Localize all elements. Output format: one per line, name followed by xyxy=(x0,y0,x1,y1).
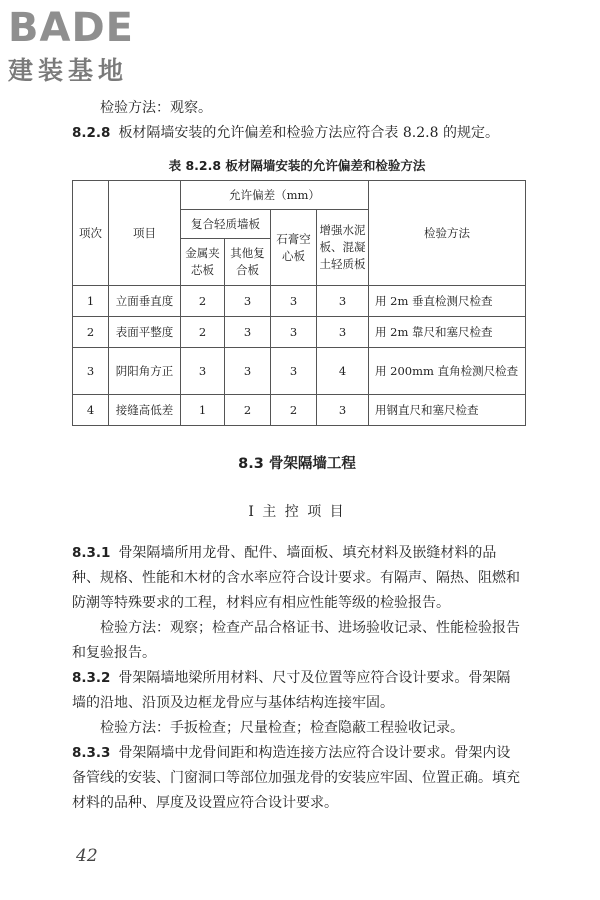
logo-subtitle: 建装基地 xyxy=(8,56,129,85)
logo-wordmark: BADE xyxy=(8,5,134,51)
table-header-row xyxy=(73,181,526,210)
page-content xyxy=(72,96,522,816)
table-caption: 表 8.2.8 板材隔墙安装的允许偏差和检验方法 xyxy=(168,158,426,173)
header-method: 检验方法 xyxy=(369,181,526,286)
cell-no: 4 xyxy=(73,395,109,426)
cell-gypsum: 3 xyxy=(271,286,317,317)
inspection-method-line: 检验方法：观察；检查产品合格证书、进场验收记录、性能检验报告和复验报告。 xyxy=(72,620,520,661)
header-metal: 金属夹芯板 xyxy=(181,239,225,286)
cell-other: 3 xyxy=(225,348,271,395)
cell-metal: 1 xyxy=(181,395,225,426)
cell-no: 2 xyxy=(73,317,109,348)
clause-8-3-2 xyxy=(72,666,522,716)
header-tolerance: 允许偏差（mm） xyxy=(181,181,369,210)
table-row xyxy=(73,286,526,317)
clause-number: 8.3.3 xyxy=(72,745,111,761)
header-other: 其他复合板 xyxy=(225,239,271,286)
cell-gypsum: 3 xyxy=(271,317,317,348)
cell-item: 接缝高低差 xyxy=(109,395,181,426)
cell-other: 3 xyxy=(225,286,271,317)
header-no: 项次 xyxy=(73,181,109,286)
cell-gypsum: 3 xyxy=(271,348,317,395)
cell-gypsum: 2 xyxy=(271,395,317,426)
table-row xyxy=(73,395,526,426)
cell-metal: 2 xyxy=(181,286,225,317)
cell-cement: 3 xyxy=(317,286,369,317)
inspection-method-line: 检验方法：手扳检查；尺量检查；检查隐蔽工程验收记录。 xyxy=(100,720,464,736)
cell-item: 表面平整度 xyxy=(109,317,181,348)
cell-cement: 4 xyxy=(317,348,369,395)
cell-cement: 3 xyxy=(317,395,369,426)
section-title: 8.3 骨架隔墙工程 xyxy=(238,456,356,472)
cell-method: 用 2m 垂直检测尺检查 xyxy=(369,286,526,317)
clause-number: 8.3.1 xyxy=(72,545,111,561)
cell-other: 3 xyxy=(225,317,271,348)
header-composite: 复合轻质墙板 xyxy=(181,210,271,239)
table-row xyxy=(73,348,526,395)
clause-text: 骨架隔墙中龙骨间距和构造连接方法应符合设计要求。骨架内设备管线的安装、门窗洞口等部位加强龙骨的安装应牢固、位置正确。填充材料的品种、厚度及设置应符合设计要求。 xyxy=(72,745,520,811)
logo xyxy=(8,6,178,96)
cell-item: 阴阳角方正 xyxy=(109,348,181,395)
clause-text: 骨架隔墙地梁所用材料、尺寸及位置等应符合设计要求。骨架隔墙的沿地、沿顶及边框龙骨应与基体结构连接牢固。 xyxy=(72,670,511,711)
cell-cement: 3 xyxy=(317,317,369,348)
cell-metal: 3 xyxy=(181,348,225,395)
cell-method: 用 2m 靠尺和塞尺检查 xyxy=(369,317,526,348)
header-cement: 增强水泥板、混凝土轻质板 xyxy=(317,210,369,286)
clause-number: 8.2.8 xyxy=(72,125,111,141)
cell-no: 3 xyxy=(73,348,109,395)
clause-8-3-1 xyxy=(72,541,522,616)
clause-text: 板材隔墙安装的允许偏差和检验方法应符合表 8.2.8 的规定。 xyxy=(118,125,499,141)
cell-method: 用钢直尺和塞尺检查 xyxy=(369,395,526,426)
cell-method: 用 200mm 直角检测尺检查 xyxy=(369,348,526,395)
page-number: 42 xyxy=(76,846,98,866)
header-gypsum: 石膏空心板 xyxy=(271,210,317,286)
inspection-method-line: 检验方法：观察。 xyxy=(100,100,212,116)
subsection-title: Ⅰ 主 控 项 目 xyxy=(248,504,346,520)
clause-text: 骨架隔墙所用龙骨、配件、墙面板、填充材料及嵌缝材料的品种、规格、性能和木材的含水率应符合设计要求。有隔声、隔热、阻燃和防潮等特殊要求的工程，材料应有相应性能等级的检验报告。 xyxy=(72,545,520,611)
tolerance-table xyxy=(72,180,526,426)
cell-metal: 2 xyxy=(181,317,225,348)
clause-number: 8.3.2 xyxy=(72,670,111,686)
cell-other: 2 xyxy=(225,395,271,426)
cell-item: 立面垂直度 xyxy=(109,286,181,317)
clause-8-3-3 xyxy=(72,741,522,816)
table-row xyxy=(73,317,526,348)
cell-no: 1 xyxy=(73,286,109,317)
clause-8-2-8 xyxy=(72,121,522,146)
header-item: 项目 xyxy=(109,181,181,286)
